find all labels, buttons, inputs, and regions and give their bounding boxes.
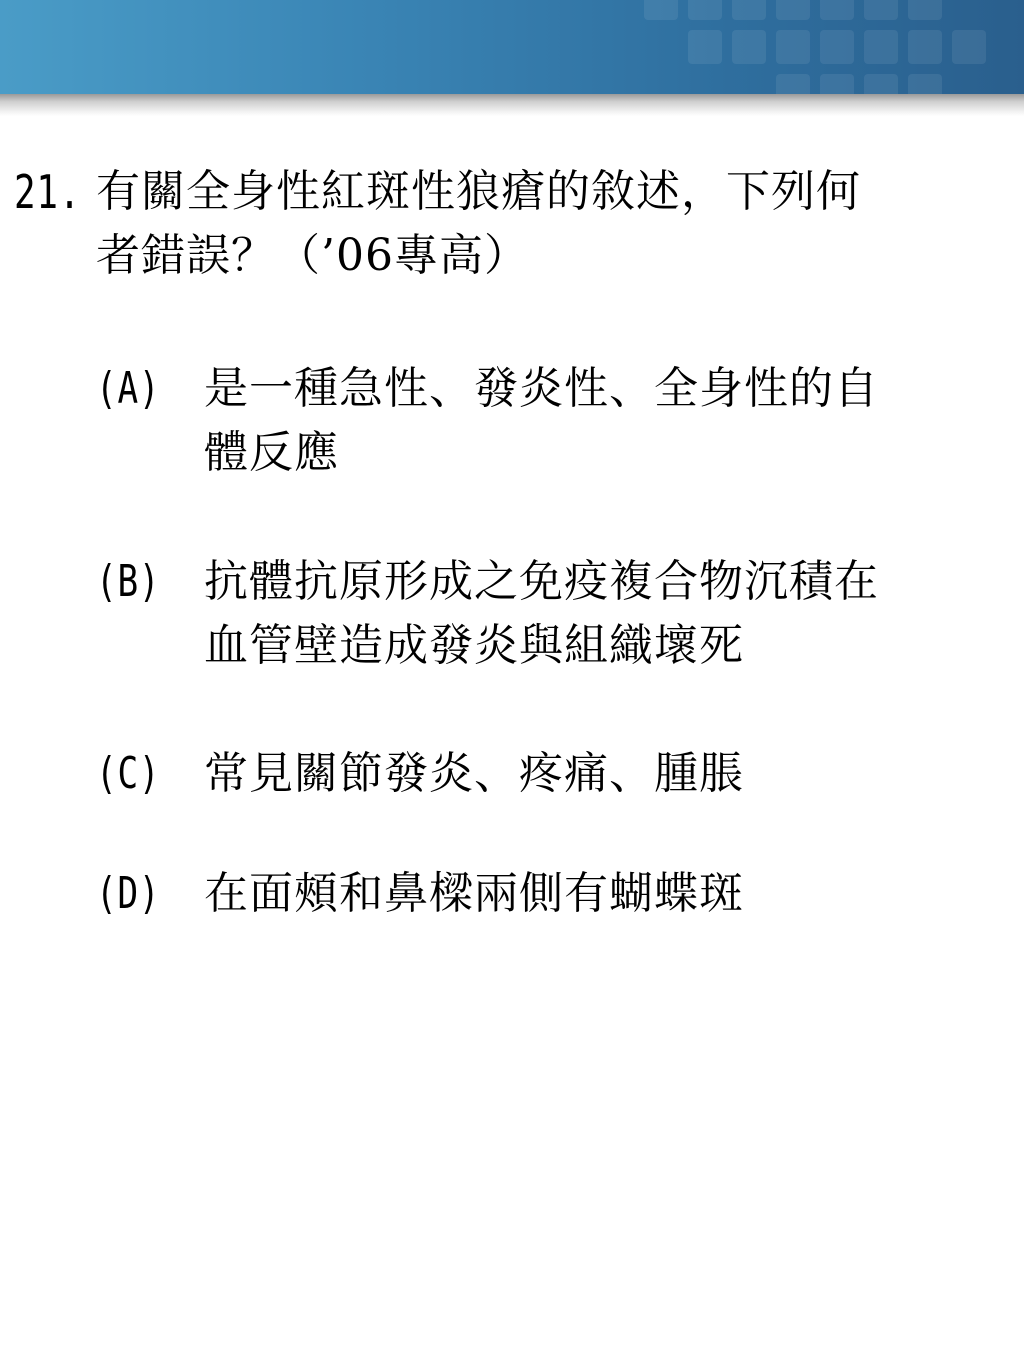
option-label: (B) xyxy=(96,556,161,607)
option-text xyxy=(204,862,1004,926)
header-shadow xyxy=(0,94,1024,116)
header-bar xyxy=(0,0,1024,94)
option-text-line1: 抗體抗原形成之免疫複合物沉積在 xyxy=(204,556,879,607)
question-text-line1: 有關全身性紅斑性狼瘡的敘述，下列何 xyxy=(96,166,861,217)
question-text xyxy=(96,160,1001,288)
question-text-line2: 者錯誤？（’06專高） xyxy=(96,230,529,281)
header-decoration xyxy=(604,0,1024,94)
option-text xyxy=(204,550,1004,678)
option-label: (C) xyxy=(96,748,161,799)
option-text xyxy=(204,357,1004,485)
option-text-line2: 血管壁造成發炎與組織壞死 xyxy=(204,620,744,671)
option-label: (D) xyxy=(96,868,161,919)
option-text-line1: 在面頰和鼻樑兩側有蝴蝶斑 xyxy=(204,868,744,919)
option-text-line1: 是一種急性、發炎性、全身性的自 xyxy=(204,363,879,414)
option-text-line2: 體反應 xyxy=(204,427,339,478)
option-label: (A) xyxy=(96,363,161,414)
question-number: 21. xyxy=(14,165,82,219)
option-text xyxy=(204,742,1004,806)
option-text-line1: 常見關節發炎、疼痛、腫脹 xyxy=(204,748,744,799)
